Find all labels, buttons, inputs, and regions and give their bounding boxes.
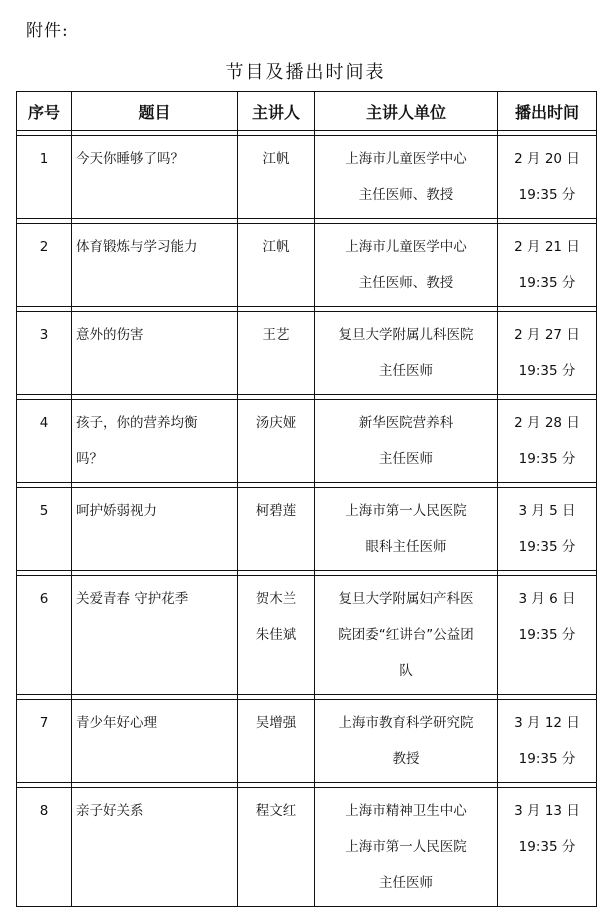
cell-time: [498, 488, 597, 571]
cell-time-line: 2 月 21 日: [514, 239, 580, 255]
cell-unit: [315, 700, 498, 783]
cell-no: [17, 400, 72, 483]
cell-time-line: 3 月 6 日: [518, 591, 576, 607]
cell-unit-line: 教授: [392, 751, 420, 767]
header-time: 播出时间: [498, 92, 597, 131]
cell-unit-line: 上海市教育科学研究院: [338, 715, 474, 731]
cell-topic-line: 体育锻炼与学习能力: [76, 239, 198, 255]
cell-time: [498, 312, 597, 395]
cell-unit-line: 队: [399, 663, 413, 679]
cell-topic: [72, 136, 238, 219]
cell-topic: [72, 488, 238, 571]
cell-unit-line: 主任医师: [379, 451, 433, 467]
cell-speaker-line: 柯碧莲: [255, 503, 297, 519]
cell-unit-line: 上海市精神卫生中心: [345, 803, 467, 819]
cell-speaker: [238, 488, 315, 571]
cell-time: [498, 224, 597, 307]
cell-unit-line: 新华医院营养科: [358, 415, 454, 431]
page-title: 节目及播出时间表: [225, 62, 386, 83]
cell-unit-line: 主任医师: [379, 875, 433, 891]
cell-speaker: [238, 576, 315, 695]
header-unit: 主讲人单位: [315, 92, 498, 131]
cell-time: [498, 700, 597, 783]
table-header-row: [17, 92, 597, 131]
cell-time: [498, 400, 597, 483]
cell-topic: [72, 788, 238, 907]
cell-unit: [315, 400, 498, 483]
cell-no: [17, 224, 72, 307]
schedule-table: [16, 91, 597, 907]
cell-topic-line: 吗？: [76, 451, 103, 467]
cell-topic: [72, 576, 238, 695]
cell-topic: [72, 400, 238, 483]
cell-no-value: 4: [39, 415, 49, 431]
header-speaker: 主讲人: [238, 92, 315, 131]
cell-time-line: 2 月 27 日: [514, 327, 580, 343]
cell-time-line: 2 月 20 日: [514, 151, 580, 167]
cell-no: [17, 788, 72, 907]
cell-no: [17, 700, 72, 783]
header-no: 序号: [17, 92, 72, 131]
cell-speaker-line: 程文红: [255, 803, 297, 819]
cell-topic-line: 呵护娇弱视力: [76, 503, 157, 519]
cell-time-line: 19:35 分: [518, 451, 576, 467]
cell-speaker-line: 汤庆娅: [255, 415, 297, 431]
cell-topic-line: 孩子，你的营养均衡: [76, 415, 198, 431]
attachment-label: 附件:: [26, 21, 69, 41]
cell-unit-line: 眼科主任医师: [365, 539, 447, 555]
cell-unit: [315, 576, 498, 695]
cell-no: [17, 488, 72, 571]
cell-topic-line: 关爱青春 守护花季: [76, 591, 189, 607]
table-row: [17, 224, 597, 307]
cell-time-line: 19:35 分: [518, 275, 576, 291]
cell-no: [17, 312, 72, 395]
cell-time-line: 19:35 分: [518, 539, 576, 555]
cell-speaker-line: 江帆: [262, 239, 290, 255]
cell-no: [17, 576, 72, 695]
cell-speaker-line: 江帆: [262, 151, 290, 167]
cell-no-value: 5: [39, 503, 49, 519]
cell-unit-line: 院团委“红讲台”公益团: [338, 627, 474, 643]
cell-time-line: 19:35 分: [518, 751, 576, 767]
cell-no-value: 2: [39, 239, 49, 255]
cell-topic-line: 意外的伤害: [76, 327, 144, 343]
table-row: [17, 312, 597, 395]
cell-unit-line: 复旦大学附属儿科医院: [338, 327, 474, 343]
cell-no: [17, 136, 72, 219]
cell-topic: [72, 224, 238, 307]
cell-no-value: 6: [39, 591, 49, 607]
cell-speaker-line: 朱佳斌: [255, 627, 297, 643]
cell-time: [498, 576, 597, 695]
cell-speaker-line: 王艺: [262, 327, 290, 343]
table-row: [17, 576, 597, 695]
cell-unit-line: 主任医师、教授: [358, 187, 454, 203]
cell-time-line: 19:35 分: [518, 187, 576, 203]
cell-speaker: [238, 136, 315, 219]
cell-speaker: [238, 700, 315, 783]
table-row: [17, 700, 597, 783]
cell-unit-line: 复旦大学附属妇产科医: [338, 591, 474, 607]
cell-no-value: 8: [39, 803, 49, 819]
cell-no-value: 3: [39, 327, 49, 343]
cell-no-value: 1: [39, 151, 49, 167]
cell-speaker: [238, 312, 315, 395]
cell-unit-line: 上海市儿童医学中心: [345, 151, 467, 167]
cell-topic-line: 青少年好心理: [76, 715, 157, 731]
cell-speaker: [238, 224, 315, 307]
cell-unit: [315, 136, 498, 219]
cell-unit-line: 上海市儿童医学中心: [345, 239, 467, 255]
cell-unit: [315, 224, 498, 307]
cell-time-line: 3 月 13 日: [514, 803, 580, 819]
cell-time: [498, 788, 597, 907]
cell-time-line: 2 月 28 日: [514, 415, 580, 431]
table-row: [17, 400, 597, 483]
cell-unit-line: 主任医师、教授: [358, 275, 454, 291]
cell-no-value: 7: [39, 715, 49, 731]
table-row: [17, 136, 597, 219]
cell-time-line: 19:35 分: [518, 363, 576, 379]
table-body: [17, 131, 597, 907]
cell-topic: [72, 312, 238, 395]
header-topic: 题目: [72, 92, 238, 131]
cell-topic-line: 今天你睡够了吗？: [76, 151, 184, 167]
cell-unit-line: 主任医师: [379, 363, 433, 379]
table-row: [17, 488, 597, 571]
cell-unit-line: 上海市第一人民医院: [345, 839, 467, 855]
cell-topic: [72, 700, 238, 783]
cell-topic-line: 亲子好关系: [76, 803, 144, 819]
cell-speaker-line: 吴增强: [255, 715, 297, 731]
cell-unit: [315, 788, 498, 907]
cell-unit-line: 上海市第一人民医院: [345, 503, 467, 519]
cell-speaker: [238, 400, 315, 483]
cell-time: [498, 136, 597, 219]
cell-time-line: 19:35 分: [518, 627, 576, 643]
cell-time-line: 3 月 12 日: [514, 715, 580, 731]
cell-time-line: 3 月 5 日: [518, 503, 576, 519]
cell-unit: [315, 312, 498, 395]
cell-speaker-line: 贺木兰: [255, 591, 297, 607]
table-row: [17, 788, 597, 907]
cell-time-line: 19:35 分: [518, 839, 576, 855]
cell-unit: [315, 488, 498, 571]
cell-speaker: [238, 788, 315, 907]
